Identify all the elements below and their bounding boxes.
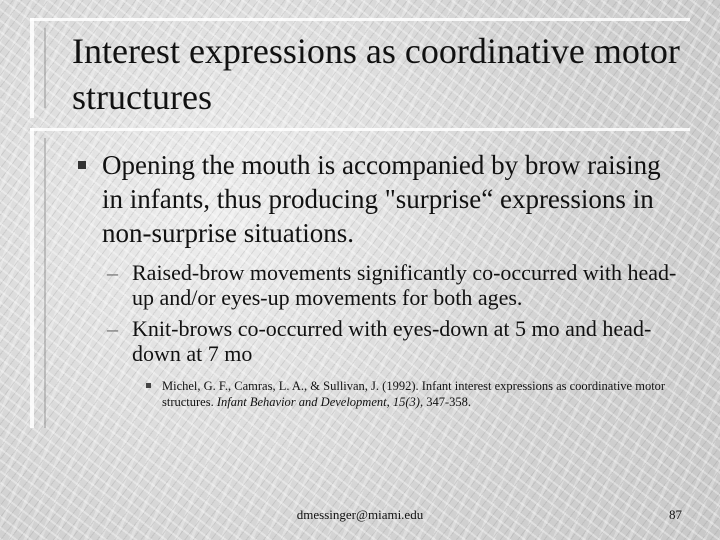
sub-bullet: [107, 316, 682, 366]
main-bullet-text: Opening the mouth is accompanied by brow raising in infants, thus producing "surprise“ expressions in non-surprise situations.: [102, 150, 661, 248]
sub-bullet-text: Knit-brows co-occurred with eyes-down at 5 mo and head-down at 7 mo: [132, 316, 652, 366]
page-number: 87: [669, 507, 682, 522]
decorative-line: [30, 128, 690, 131]
reference-pages: , 347-358.: [419, 395, 471, 409]
dash-bullet-icon: –: [107, 316, 118, 341]
footer-email: dmessinger@miami.edu: [296, 507, 424, 522]
decorative-line: [30, 128, 34, 428]
sub-bullet-text: Raised-brow movements significantly co-occurred with head-up and/or eyes-up movements for both ages.: [132, 260, 677, 310]
decorative-line: [30, 18, 34, 118]
dash-bullet-icon: –: [107, 260, 118, 285]
sub-bullet-list: [72, 260, 682, 366]
slide-title: Interest expressions as coordinative motor structures: [72, 31, 680, 117]
slide-content: [72, 148, 682, 410]
decorative-line: [30, 18, 690, 21]
decorative-line: [44, 28, 46, 108]
main-bullet: [72, 148, 682, 250]
reference-authors: Michel, G. F., Camras, L. A., & Sullivan, J. (1992). Infant interest expressions as coordinative motor structures.: [162, 379, 666, 409]
reference-list: [72, 378, 682, 410]
square-bullet-icon: [78, 161, 86, 169]
sub-bullet: [107, 260, 682, 310]
reference-journal: Infant Behavior and Development, 15(3): [216, 395, 420, 409]
decorative-line: [44, 138, 46, 428]
reference-item: [162, 378, 682, 410]
square-bullet-icon: [146, 383, 151, 388]
